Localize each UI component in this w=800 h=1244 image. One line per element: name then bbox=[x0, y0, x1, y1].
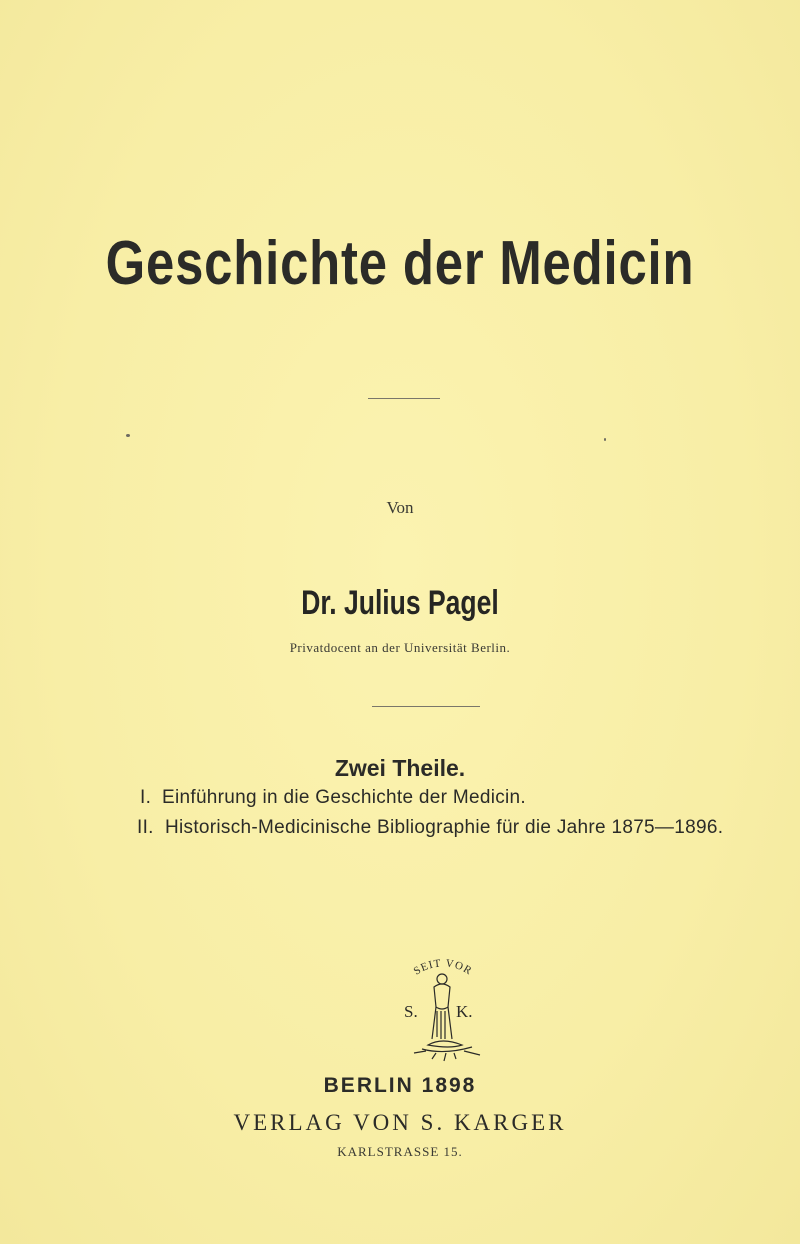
part-item bbox=[140, 787, 526, 809]
publisher-address: KARLSTRASSE 15. bbox=[337, 1144, 463, 1159]
emblem-initial-left: S. bbox=[404, 1002, 418, 1021]
speck bbox=[604, 438, 606, 441]
speck bbox=[126, 434, 130, 437]
part-number: I. bbox=[140, 787, 152, 808]
parts-heading: Zwei Theile. bbox=[334, 755, 466, 781]
author-affiliation: Privatdocent an der Universität Berlin. bbox=[289, 640, 511, 655]
part-text: Historisch-Medicinische Bibliographie für die Jahre 1875—1896. bbox=[165, 817, 724, 838]
divider-top bbox=[368, 398, 440, 399]
author-name: Dr. Julius Pagel bbox=[301, 584, 499, 622]
emblem-initial-right: K. bbox=[456, 1002, 473, 1021]
part-item bbox=[137, 817, 723, 839]
publisher-emblem bbox=[384, 941, 502, 1063]
part-number: II. bbox=[137, 817, 154, 838]
emblem-ring-text: SEIT VOR bbox=[411, 957, 475, 978]
byline: Von bbox=[386, 498, 414, 517]
publisher-name: VERLAG VON S. KARGER bbox=[233, 1110, 567, 1135]
book-title: Geschichte der Medicin bbox=[105, 229, 695, 298]
divider-middle bbox=[372, 706, 480, 707]
place-and-year: BERLIN 1898 bbox=[323, 1074, 477, 1097]
part-text: Einführung in die Geschichte der Medicin. bbox=[162, 787, 526, 808]
